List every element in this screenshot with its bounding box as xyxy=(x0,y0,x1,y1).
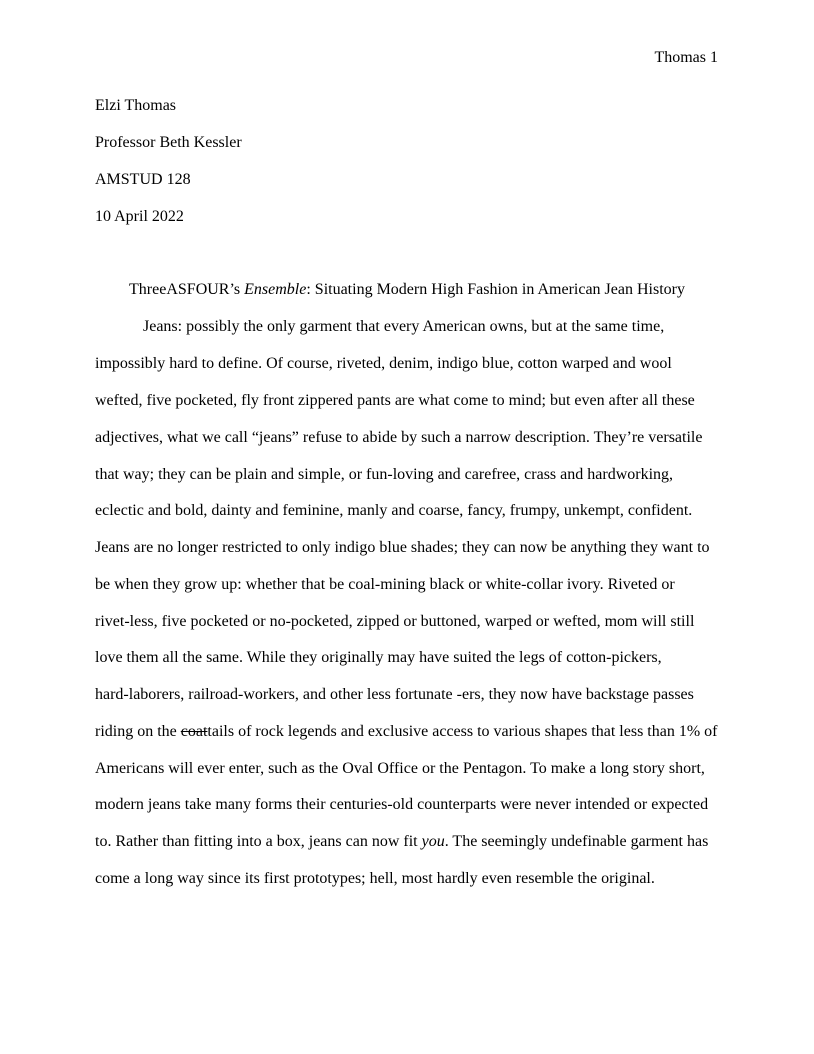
body-line: Americans will ever enter, such as the Oval Office or the Pentagon. To make a long story short, xyxy=(95,760,705,777)
paper-date: 10 April 2022 xyxy=(95,208,184,225)
body-line: Jeans are no longer restricted to only indigo blue shades; they can now be anything they want to xyxy=(95,539,710,556)
body-line: Jeans: possibly the only garment that every American owns, but at the same time, xyxy=(143,318,665,335)
body-text: tails of rock legends and exclusive access to various shapes that less than 1% of xyxy=(207,723,718,740)
body-line xyxy=(95,722,718,742)
running-head: Thomas 1 xyxy=(654,49,718,66)
body-line: impossibly hard to define. Of course, riveted, denim, indigo blue, cotton warped and wool xyxy=(95,355,672,372)
title-italic-work: Ensemble xyxy=(244,281,307,298)
body-text: to. Rather than fitting into a box, jeans can now fit xyxy=(95,833,422,850)
professor-name: Professor Beth Kessler xyxy=(95,134,242,151)
body-line: modern jeans take many forms their centuries-old counterparts were never intended or expected xyxy=(95,796,709,813)
student-name: Elzi Thomas xyxy=(95,97,177,114)
paper-title xyxy=(0,280,814,300)
body-line: adjectives, what we call “jeans” refuse to abide by such a narrow description. They’re versatile xyxy=(95,429,703,446)
body-line: wefted, five pocketed, fly front zippered pants are what come to mind; but even after all these xyxy=(95,392,695,409)
body-line: be when they grow up: whether that be coal-mining black or white-collar ivory. Riveted or xyxy=(95,576,675,593)
title-suffix: : Situating Modern High Fashion in American Jean History xyxy=(306,281,685,298)
course-code: AMSTUD 128 xyxy=(95,171,191,188)
body-line: come a long way since its first prototypes; hell, most hardly even resemble the original. xyxy=(95,870,655,887)
title-prefix: ThreeASFOUR’s xyxy=(129,281,245,298)
body-line: rivet-less, five pocketed or no-pocketed, zipped or buttoned, warped or wefted, mom will still xyxy=(95,613,695,630)
body-line: love them all the same. While they originally may have suited the legs of cotton-pickers, xyxy=(95,649,662,666)
body-line xyxy=(95,832,708,852)
body-line: hard-laborers, railroad-workers, and other less fortunate -ers, they now have backstage passes xyxy=(95,686,694,703)
italic-text: you xyxy=(421,833,445,850)
struck-text: coat xyxy=(180,723,208,740)
body-text: . The seemingly undefinable garment has xyxy=(444,833,709,850)
body-line: that way; they can be plain and simple, or fun-loving and carefree, crass and hardworking, xyxy=(95,466,674,483)
body-line: eclectic and bold, dainty and feminine, manly and coarse, fancy, frumpy, unkempt, confident. xyxy=(95,502,693,519)
body-text: riding on the xyxy=(95,723,181,740)
